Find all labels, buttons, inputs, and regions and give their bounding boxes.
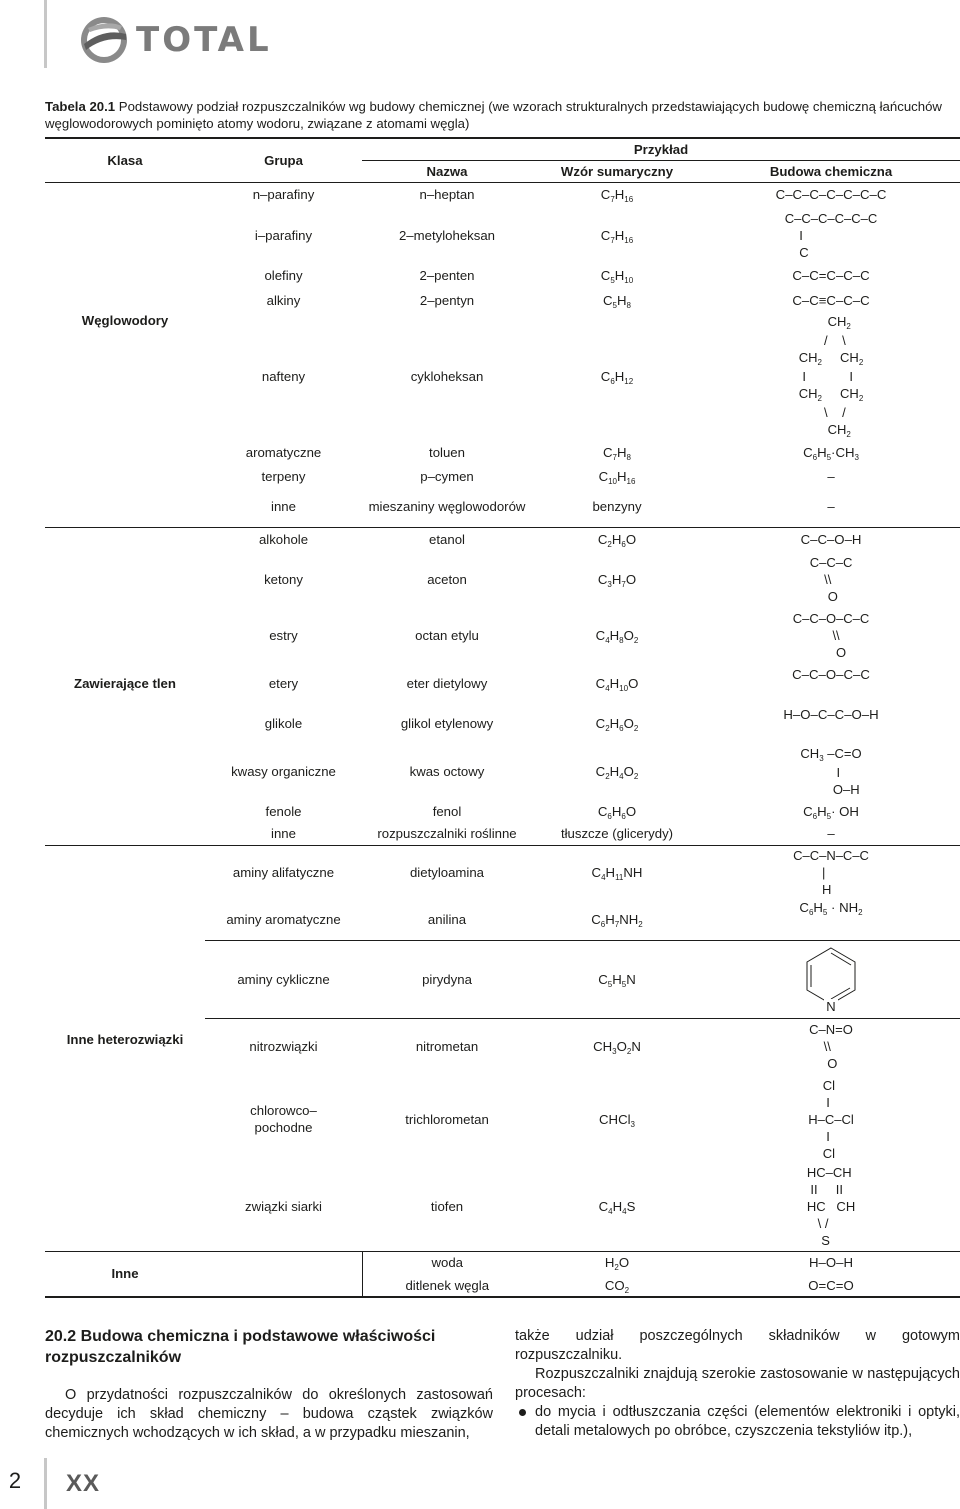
- cell-grupa: glikole: [264, 715, 303, 731]
- cell-budowa: [702, 207, 960, 263]
- cyclohexane-structure: $CH_2$ / \ $CH_2$ $CH_2$ I I $CH_2$ $CH_2$ \ / $CH_2$: [798, 314, 864, 439]
- cell-grupa: olefiny: [264, 268, 303, 283]
- total-logo-icon: [78, 14, 130, 66]
- section-heading: [45, 1326, 495, 1368]
- cell-wzor: $C_7H_8$: [603, 445, 631, 462]
- paragraph: także udział poszczególnych składników w gotowym rozpuszczalniku.: [515, 1328, 960, 1363]
- cell-grupa: inne: [271, 826, 296, 842]
- structure-formula: Cl I H–C–Cl I Cl: [808, 1077, 854, 1161]
- cell-grupa: kwasy organiczne: [231, 763, 336, 779]
- cell-budowa: –: [827, 826, 835, 842]
- cell-nazwa: kwas octowy: [409, 763, 485, 779]
- cell-budowa: –: [827, 468, 835, 484]
- pyridine-ring-icon: [801, 944, 861, 1014]
- header-rule: [44, 0, 47, 68]
- cell-wzor: $C_6H_{12}$: [600, 369, 634, 386]
- cell-nazwa: rozpuszczalniki roślinne: [377, 826, 517, 842]
- structure-formula: C–C–C–C–C–C I C: [784, 210, 878, 260]
- cell-grupa: nafteny: [261, 369, 306, 384]
- header-nazwa: Nazwa: [362, 160, 532, 182]
- cell-grupa: i–parafiny: [254, 227, 313, 243]
- group-hetero: Inne heterozwiązki: [45, 845, 205, 1251]
- page-number: 2: [8, 1468, 22, 1493]
- bullet-item: do mycia i odtłuszczania części (elementów elektroniki i optyki, detali metalowych po obróbce, czyszczenia tekstyliów itp.),: [515, 1403, 960, 1441]
- cell-wzor: $C_3H_7O$: [597, 571, 637, 589]
- cell-nazwa: 2–metyloheksan: [398, 227, 496, 243]
- cell-budowa: O=C=O: [702, 1274, 960, 1297]
- cell-grupa: estry: [269, 627, 298, 643]
- cell-budowa: [702, 845, 960, 900]
- cell-grupa: etery: [268, 675, 299, 691]
- cell-wzor: $CH_3O_2N$: [532, 1018, 702, 1075]
- cell-wzor: $C_7H_{16}$: [600, 187, 634, 205]
- cell-budowa: H–O–H: [702, 1251, 960, 1274]
- cell-nazwa: anilina: [427, 912, 467, 928]
- cell-wzor: benzyny: [592, 499, 642, 515]
- cell-nazwa: nitrometan: [362, 1018, 532, 1075]
- cell-budowa: [702, 1075, 960, 1163]
- footer-rule: [44, 1458, 47, 1509]
- cell-nazwa: fenol: [432, 803, 462, 819]
- cell-grupa: ketony: [264, 571, 303, 587]
- cell-wzor: $C_4H_{10}O$: [595, 675, 639, 693]
- cell-nazwa: aceton: [427, 571, 467, 587]
- structure-formula: C–C–O–C–C \\ O: [792, 610, 870, 660]
- cell-nazwa: n–heptan: [419, 187, 475, 203]
- cell-budowa: $C_6H_5\cdot$ OH: [803, 803, 859, 821]
- cell-nazwa: pirydyna: [362, 940, 532, 1018]
- cell-budowa: [702, 1163, 960, 1251]
- cell-wzor: $C_5H_5N$: [532, 940, 702, 1018]
- cell-wzor: $C_6H_6O$: [597, 803, 637, 821]
- cell-grupa: fenole: [265, 803, 302, 819]
- cell-grupa: alkohole: [205, 527, 362, 551]
- cell-wzor: $C_2H_4O_2$: [595, 763, 639, 781]
- cell-wzor: $C_4H_4S$: [598, 1199, 636, 1217]
- section-number: 20.2: [45, 1328, 77, 1345]
- table-caption: [45, 98, 960, 132]
- cell-nazwa: trichlorometan: [405, 1111, 489, 1127]
- brand-logo: [78, 10, 272, 70]
- cell-wzor: $C_2H_6O_2$: [595, 715, 639, 733]
- structure-formula: C–C–N–C–C | H: [793, 848, 869, 898]
- cell-budowa: C–C–O–H: [702, 527, 960, 551]
- cell-grupa: aminy aromatyczne: [226, 912, 341, 928]
- cell-budowa: $C_6H_5 \cdot NH_2$: [799, 900, 863, 917]
- group-inne: Inne: [45, 1251, 205, 1297]
- cell-nazwa: octan etylu: [415, 627, 479, 643]
- text-column-right: [515, 1327, 960, 1441]
- cell-budowa: $C_6H_5\cdot CH_3$: [803, 445, 859, 462]
- cell-grupa: aromatyczne: [245, 445, 322, 460]
- cell-budowa: C–C–C–C–C–C–C: [775, 187, 887, 203]
- structure-formula: C–N=O \\ O: [809, 1022, 853, 1072]
- header-grupa: Grupa: [205, 138, 362, 182]
- cell-nazwa: p–cymen: [420, 468, 474, 484]
- cell-budowa: [702, 313, 960, 440]
- cell-nazwa: eter dietylowy: [406, 675, 488, 691]
- cell-budowa: [702, 743, 960, 799]
- cell-wzor: $C_5H_8$: [603, 293, 631, 310]
- header-wzor: Wzór sumaryczny: [532, 160, 702, 182]
- cell-wzor: $C_6H_7NH_2$: [591, 912, 643, 930]
- cell-nazwa: 2–pentyn: [419, 293, 475, 308]
- footer-code: XX: [66, 1470, 101, 1497]
- caption-label: Tabela 20.1: [45, 99, 116, 114]
- text-column-left: [45, 1386, 493, 1443]
- cell-wzor: tłuszcze (glicerydy): [560, 826, 674, 842]
- cell-budowa: C–C=C–C–C: [792, 268, 870, 283]
- logo-text: TOTAL: [136, 20, 272, 60]
- cell-budowa: [702, 607, 960, 663]
- group-weglowodory: Węglowodory: [81, 312, 169, 328]
- cell-wzor: $CO_2$: [532, 1274, 702, 1297]
- cell-nazwa: ditlenek węgla: [362, 1274, 532, 1297]
- section-title: Budowa chemiczna i podstawowe właściwości rozpuszczalników: [45, 1328, 436, 1366]
- cell-grupa: aminy cykliczne: [205, 940, 362, 1018]
- header-budowa: Budowa chemiczna: [702, 160, 960, 182]
- cell-budowa: C–C–O–C–C: [792, 667, 870, 682]
- solvent-table: [45, 137, 960, 1298]
- cell-nazwa: woda: [362, 1251, 532, 1274]
- cell-wzor: $H_2O$: [532, 1251, 702, 1274]
- header-klasa: Klasa: [45, 138, 205, 182]
- cell-budowa: [702, 940, 960, 1018]
- cell-wzor: $C_4H_{11}NH$: [532, 845, 702, 900]
- cell-grupa: terpeny: [261, 468, 306, 484]
- cell-nazwa: etanol: [362, 527, 532, 551]
- cell-nazwa: tiofen: [430, 1199, 464, 1215]
- cell-grupa: inne: [271, 499, 296, 515]
- cell-wzor: CHCl$_3$: [599, 1111, 635, 1129]
- cell-nazwa: glikol etylenowy: [400, 715, 494, 731]
- paragraph: Rozpuszczalniki znajdują szerokie zastosowanie w następujących procesach:: [515, 1366, 960, 1401]
- cell-wzor: $C_5H_{10}$: [600, 268, 634, 285]
- cell-nazwa: cykloheksan: [410, 369, 484, 384]
- acetic-acid-structure: $CH_3$ –C=O I O–H: [800, 745, 862, 797]
- cell-nazwa: mieszaniny węglowodorów: [368, 499, 526, 515]
- cell-grupa-empty: [205, 1251, 362, 1297]
- header-przyklad: Przykład: [362, 138, 960, 160]
- cell-wzor: $C_7H_{16}$: [600, 227, 634, 245]
- cell-budowa: –: [827, 499, 835, 515]
- cell-grupa: alkiny: [266, 293, 301, 308]
- caption-text: Podstawowy podział rozpuszczalników wg budowy chemicznej (we wzorach strukturalnych przedstawiających budowę chemiczną łańcuchów węglowodorowych pominięto atomy wodoru, związane z atomami węgla): [45, 99, 942, 131]
- cell-grupa: n–parafiny: [252, 187, 315, 203]
- structure-formula: C–C–C \\ O: [809, 554, 853, 604]
- cell-nazwa: toluen: [429, 445, 465, 460]
- group-tlen: Zawierające tlen: [45, 527, 205, 845]
- cell-wzor: $C_2H_6O$: [532, 527, 702, 551]
- cell-wzor: $C_{10}H_{16}$: [598, 468, 636, 486]
- cell-budowa: H–O–C–C–O–H: [783, 707, 879, 722]
- cell-grupa: aminy alifatyczne: [205, 845, 362, 900]
- cell-budowa: [702, 1018, 960, 1075]
- cell-grupa: nitrozwiązki: [205, 1018, 362, 1075]
- cell-budowa: [702, 551, 960, 607]
- cell-nazwa: dietyloamina: [362, 845, 532, 900]
- cell-wzor: $C_4H_8O_2$: [595, 627, 639, 645]
- cell-grupa: związki siarki: [245, 1199, 322, 1215]
- cell-grupa: chlorowco– pochodne: [250, 1103, 317, 1135]
- cell-nazwa: 2–penten: [419, 268, 475, 283]
- cell-budowa: C–C≡C–C–C: [792, 293, 870, 308]
- structure-formula: HC–CH II II HC CH \ / S: [806, 1165, 856, 1249]
- paragraph: O przydatności rozpuszczalników do określonych zastosowań decyduje ich skład chemiczny – budowa cząstek związków chemicznych wchodzących w ich skład, a w przypadku mieszanin,: [45, 1387, 493, 1441]
- ring-atom-label: N: [826, 999, 836, 1014]
